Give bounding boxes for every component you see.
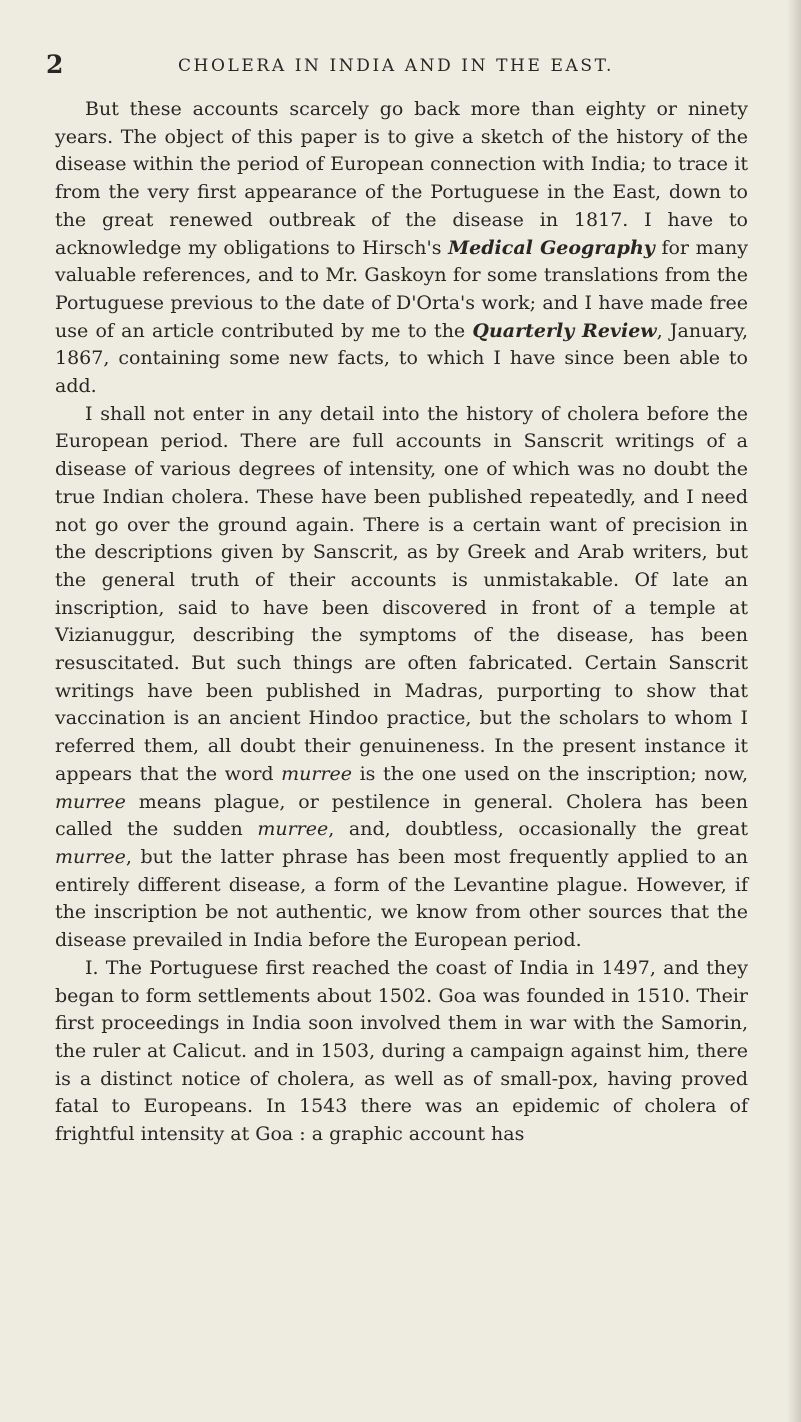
page-edge-shadow — [787, 0, 801, 1422]
paragraph — [55, 955, 748, 1149]
emphasis-text: Medical Geography — [448, 236, 655, 259]
text-run: means plague, or pestilence in general. Cholera has been called the sudden — [55, 790, 748, 841]
body-text — [55, 96, 748, 1149]
paragraph — [55, 401, 748, 955]
text-run: , but the latter phrase has been most frequently applied to an entirely different disease, a form of the Levantine plague. However, if the inscription be not authentic, we know from other sources that the disease prevailed in India before the European period. — [55, 845, 748, 952]
text-run: , January, 1867, containing some new facts, to which I have since been able to add. — [55, 319, 748, 398]
text-run: I shall not enter in any detail into the history of cholera before the European period. There are full accounts in Sanscrit writings of a disease of various degrees of intensity, one of which was no doubt the true Indian cholera. These have been published repeatedly, and I need not go over the ground again. There is a certain want of precision in the descriptions given by Sanscrit, as by Greek and Arab writers, but the general truth of their accounts is unmistakable. Of late an inscription, said to have been discovered in front of a temple at Vizianuggur, describing the symptoms of the disease, has been resuscitated. But such things are often fabricated. Certain Sanscrit writings have been published in Madras, purporting to show that vaccination is an ancient Hindoo practice, but the scholars to whom I referred them, all doubt their genuineness. In the present instance it appears that the word — [55, 402, 748, 785]
emphasis-text: murree — [55, 845, 126, 868]
emphasis-text: Quarterly Review — [472, 319, 657, 342]
text-run: is the one used on the inscription; now, — [352, 762, 748, 785]
paragraph — [55, 96, 748, 401]
emphasis-text: murree — [55, 790, 126, 813]
text-run: But these accounts scarcely go back more than eighty or ninety years. The object of this paper is to give a sketch of the history of the disease within the period of European connection with India; to trace it from the very first appearance of the Portuguese in the East, down to the great renewed outbreak of the disease in 1817. I have to acknowledge my obligations to Hirsch's — [55, 98, 748, 259]
text-run: for many valuable references, and to Mr. Gaskoyn for some translations from the Portuguese previous to the date of D'Orta's work; and I have made free use of an article contributed by me to the — [55, 236, 748, 342]
text-run: , and, doubtless, occasionally the great — [328, 818, 748, 841]
emphasis-text: murree — [257, 818, 329, 841]
text-run: I. The Portuguese first reached the coast of India in 1497, and they began to form settlements about 1502. Goa was founded in 1510. Their first proceedings in India soon involved them in war with the Samorin, the ruler at Calicut. and in 1503, during a campaign against him, there is a distinct notice of cholera, as well as of small-pox, having proved fatal to Europeans. In 1543 there was an epidemic of cholera of frightful intensity at Goa : a graphic account has — [55, 956, 748, 1146]
emphasis-text: murree — [281, 762, 353, 785]
page-number: 2 — [46, 50, 64, 79]
running-head: CHOLERA IN INDIA AND IN THE EAST. — [177, 56, 615, 76]
page-header — [46, 50, 746, 80]
